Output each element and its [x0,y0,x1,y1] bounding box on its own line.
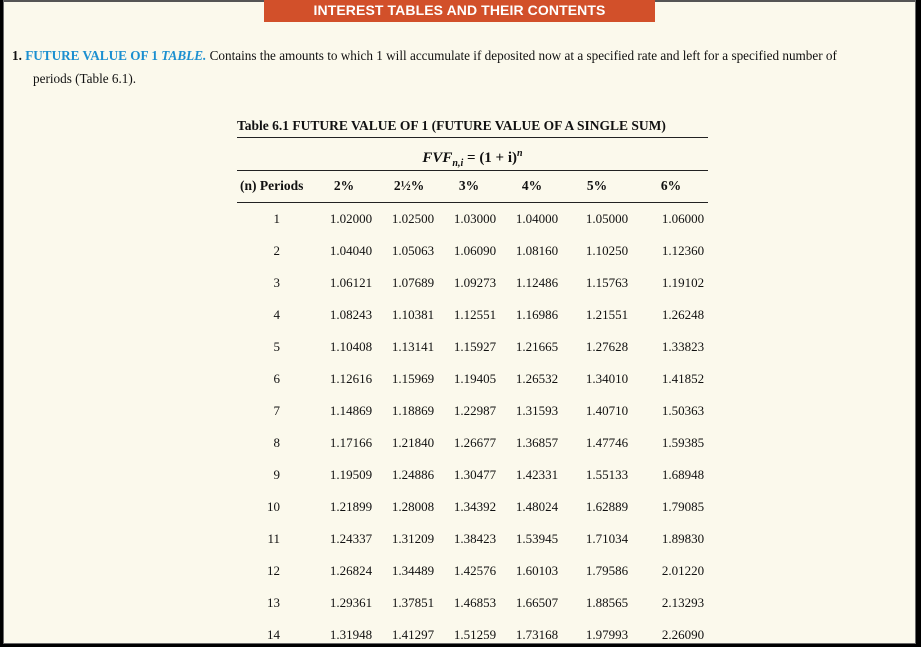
value-cell: 1.29361 [329,595,373,610]
formula-exp: n [517,148,523,159]
table-title: Table 6.1 FUTURE VALUE OF 1 (FUTURE VALUE OF A SINGLE SUM) [237,118,666,133]
value-cell: 1.34010 [585,371,629,386]
value-cell: 1.50363 [661,403,705,418]
value-cell: 1.41297 [391,627,435,642]
col-header-rate: 2½% [393,178,425,193]
value-cell: 1.40710 [585,403,629,418]
period-cell: 10 [267,499,280,514]
value-cell: 1.05000 [585,211,629,226]
value-cell: 2.26090 [661,627,705,642]
table-row [4,211,916,231]
value-cell: 1.15763 [585,275,629,290]
section-header: INTEREST TABLES AND THEIR CONTENTS [264,0,655,22]
table-row [4,371,916,391]
value-cell: 1.15969 [391,371,435,386]
value-cell: 1.55133 [585,467,629,482]
value-cell: 1.31209 [391,531,435,546]
table-title-rule [237,137,708,138]
value-cell: 1.22987 [453,403,497,418]
table-row [4,499,916,519]
table-row [4,627,916,644]
value-cell: 2.01220 [661,563,705,578]
period-cell: 4 [273,307,280,322]
period-cell: 14 [267,627,280,642]
col-header-rate: 3% [458,178,480,193]
period-cell: 3 [273,275,280,290]
period-cell: 13 [267,595,280,610]
item-body-line1: Contains the amounts to which 1 will accumulate if deposited now at a specified rate and left for a specified number of [209,48,837,63]
value-cell: 1.24886 [391,467,435,482]
period-cell: 2 [273,243,280,258]
value-cell: 1.41852 [661,371,705,386]
value-cell: 1.53945 [515,531,559,546]
value-cell: 1.21551 [585,307,629,322]
table-row [4,467,916,487]
value-cell: 1.26532 [515,371,559,386]
value-cell: 1.73168 [515,627,559,642]
value-cell: 1.26248 [661,307,705,322]
value-cell: 1.16986 [515,307,559,322]
value-cell: 1.14869 [329,403,373,418]
value-cell: 1.08160 [515,243,559,258]
item-body-line2: periods (Table 6.1). [33,71,137,86]
value-cell: 1.31593 [515,403,559,418]
value-cell: 1.66507 [515,595,559,610]
period-cell: 1 [273,211,280,226]
value-cell: 1.10250 [585,243,629,258]
header-rule [237,202,708,203]
value-cell: 1.06090 [453,243,497,258]
value-cell: 1.21899 [329,499,373,514]
table-formula [237,145,708,170]
period-cell: 5 [273,339,280,354]
formula-sub: n,i [452,158,464,169]
value-cell: 1.12616 [329,371,373,386]
period-cell: 9 [273,467,280,482]
value-cell: 1.33823 [661,339,705,354]
formula-rule [237,170,708,171]
value-cell: 1.26677 [453,435,497,450]
value-cell: 1.51259 [453,627,497,642]
value-cell: 1.12486 [515,275,559,290]
value-cell: 1.37851 [391,595,435,610]
period-cell: 6 [273,371,280,386]
value-cell: 1.47746 [585,435,629,450]
table-row [4,243,916,263]
value-cell: 1.31948 [329,627,373,642]
formula-rhs: = (1 + i) [467,150,518,166]
value-cell: 1.02000 [329,211,373,226]
value-cell: 1.34489 [391,563,435,578]
table-row [4,563,916,583]
value-cell: 1.48024 [515,499,559,514]
document-page [3,0,916,644]
value-cell: 1.62889 [585,499,629,514]
table-row [4,531,916,551]
intro-paragraph [12,44,907,90]
period-cell: 12 [267,563,280,578]
item-heading-italic: TABLE. [161,48,207,63]
value-cell: 1.71034 [585,531,629,546]
col-header-rate: 5% [586,178,608,193]
table-row [4,307,916,327]
value-cell: 1.97993 [585,627,629,642]
item-number: 1. [12,48,22,63]
col-header-rate: 2% [333,178,355,193]
col-header-rate: 6% [660,178,682,193]
value-cell: 1.05063 [391,243,435,258]
value-cell: 1.30477 [453,467,497,482]
value-cell: 1.42331 [515,467,559,482]
value-cell: 1.12360 [661,243,705,258]
formula-lhs: FVF [422,150,453,166]
value-cell: 1.19102 [661,275,705,290]
value-cell: 1.68948 [661,467,705,482]
col-header-rate: 4% [521,178,543,193]
value-cell: 1.06121 [329,275,373,290]
value-cell: 1.02500 [391,211,435,226]
value-cell: 1.79085 [661,499,705,514]
value-cell: 1.21840 [391,435,435,450]
value-cell: 1.04000 [515,211,559,226]
value-cell: 1.04040 [329,243,373,258]
value-cell: 1.07689 [391,275,435,290]
value-cell: 1.42576 [453,563,497,578]
value-cell: 1.12551 [453,307,497,322]
table-row [4,403,916,423]
value-cell: 1.60103 [515,563,559,578]
value-cell: 1.24337 [329,531,373,546]
table-row [4,339,916,359]
value-cell: 1.10381 [391,307,435,322]
value-cell: 1.15927 [453,339,497,354]
value-cell: 1.19509 [329,467,373,482]
item-heading: FUTURE VALUE OF 1 [25,48,158,63]
value-cell: 1.79586 [585,563,629,578]
value-cell: 1.17166 [329,435,373,450]
value-cell: 1.27628 [585,339,629,354]
table-row [4,275,916,295]
period-cell: 8 [273,435,280,450]
table-row [4,435,916,455]
value-cell: 1.13141 [391,339,435,354]
value-cell: 1.59385 [661,435,705,450]
col-header-periods: (n) Periods [240,178,304,193]
value-cell: 1.19405 [453,371,497,386]
value-cell: 1.38423 [453,531,497,546]
value-cell: 1.06000 [661,211,705,226]
table-row [4,595,916,615]
value-cell: 2.13293 [661,595,705,610]
period-cell: 7 [273,403,280,418]
value-cell: 1.10408 [329,339,373,354]
value-cell: 1.46853 [453,595,497,610]
period-cell: 11 [267,531,280,546]
value-cell: 1.26824 [329,563,373,578]
value-cell: 1.18869 [391,403,435,418]
value-cell: 1.08243 [329,307,373,322]
value-cell: 1.34392 [453,499,497,514]
value-cell: 1.03000 [453,211,497,226]
value-cell: 1.88565 [585,595,629,610]
value-cell: 1.36857 [515,435,559,450]
value-cell: 1.09273 [453,275,497,290]
value-cell: 1.89830 [661,531,705,546]
value-cell: 1.21665 [515,339,559,354]
value-cell: 1.28008 [391,499,435,514]
